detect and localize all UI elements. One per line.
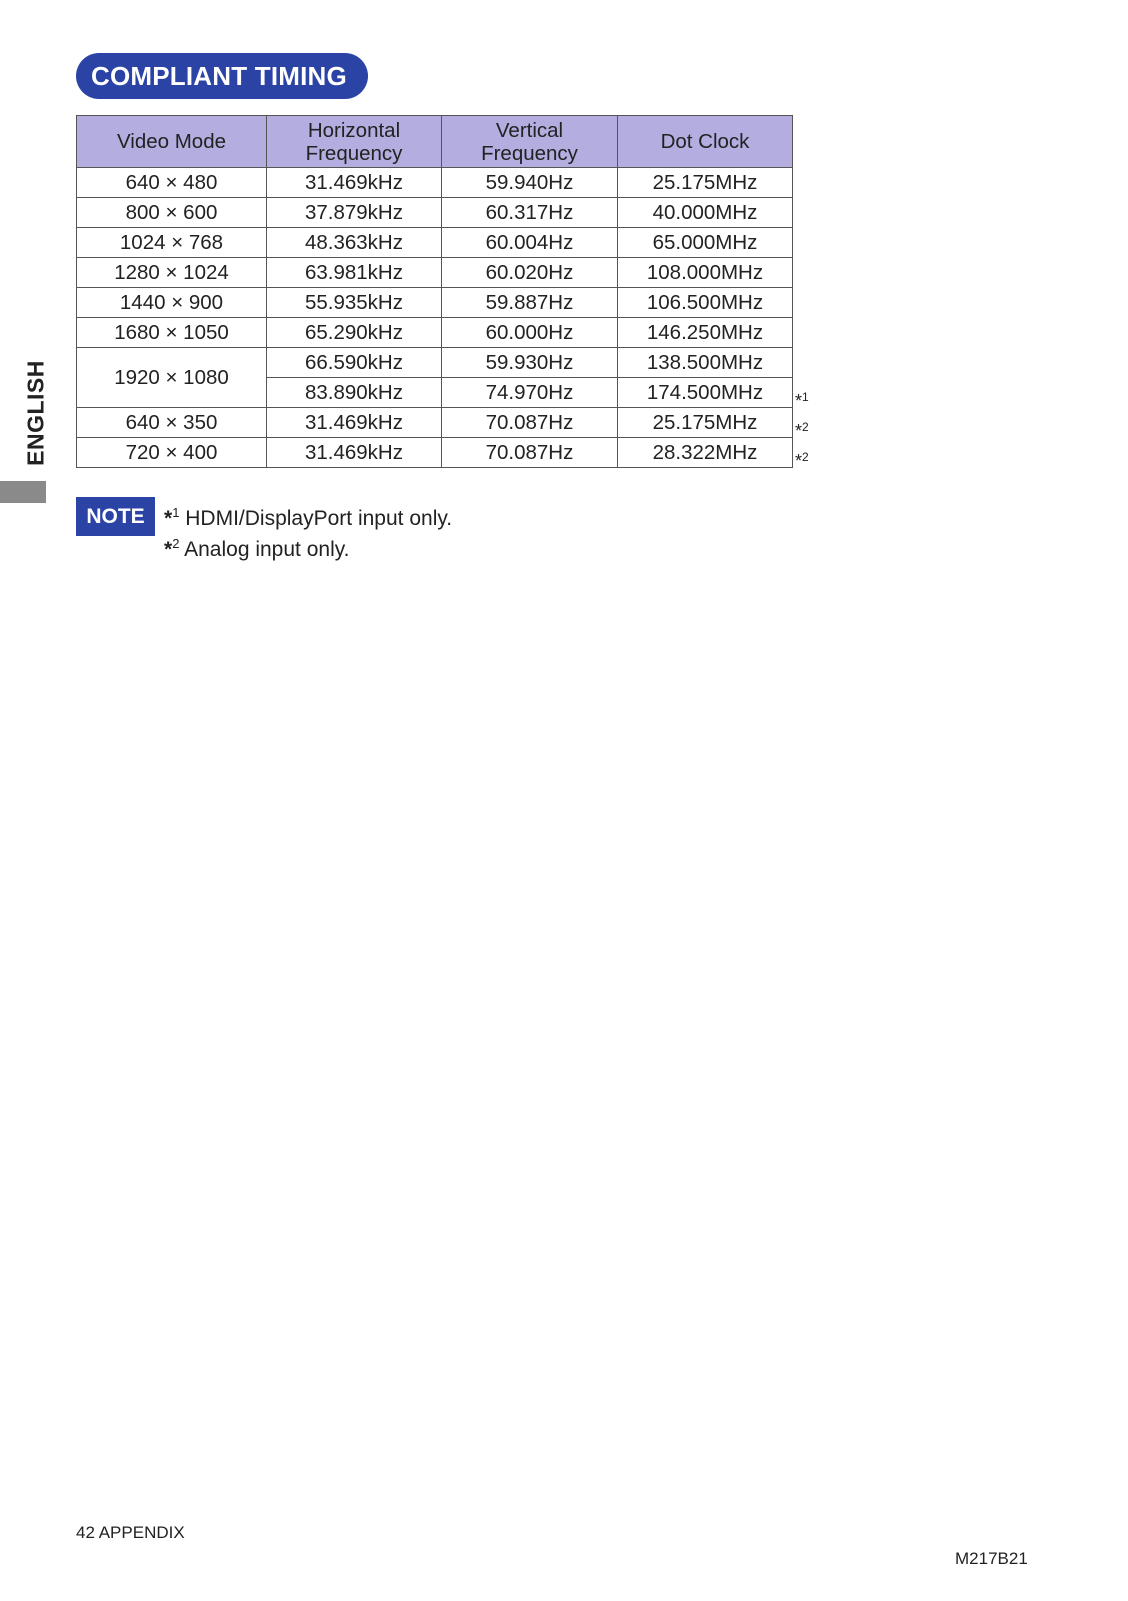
cell-video-mode: 800 × 600 [77, 198, 267, 228]
note-mark: 2 [172, 536, 180, 551]
footnote-mark: *$^2$ [795, 450, 809, 471]
header-vertical-frequency: Vertical Frequency [442, 116, 618, 168]
page-footer [76, 1523, 185, 1543]
cell-dot-clock: 106.500MHz [618, 288, 793, 318]
cell-horizontal-frequency: 37.879kHz [267, 198, 442, 228]
cell-vertical-frequency: 60.317Hz [442, 198, 618, 228]
cell-video-mode: 1280 × 1024 [77, 258, 267, 288]
cell-video-mode: 720 × 400 [77, 438, 267, 468]
table-row [77, 228, 793, 258]
header-video-mode: Video Mode [77, 116, 267, 168]
note-asterisk: * [164, 538, 173, 561]
cell-dot-clock: 65.000MHz [618, 228, 793, 258]
cell-dot-clock: 138.500MHz [618, 348, 793, 378]
footnote-mark: *$^2$ [795, 420, 809, 441]
cell-horizontal-frequency: 55.935kHz [267, 288, 442, 318]
cell-horizontal-frequency: 66.590kHz [267, 348, 442, 378]
note-badge: NOTE [76, 497, 155, 536]
table-row [77, 168, 793, 198]
page-number: 42 [76, 1523, 95, 1542]
table-row [77, 318, 793, 348]
compliant-timing-table [76, 115, 793, 468]
language-tab [23, 358, 49, 468]
cell-horizontal-frequency: 83.890kHz [267, 378, 442, 408]
note-text: HDMI/DisplayPort input only. [185, 507, 453, 530]
note-item [164, 505, 452, 531]
table-header-row [77, 116, 793, 168]
cell-video-mode: 640 × 480 [77, 168, 267, 198]
cell-video-mode: 1920 × 1080 [77, 348, 267, 408]
cell-vertical-frequency: 59.940Hz [442, 168, 618, 198]
cell-horizontal-frequency: 63.981kHz [267, 258, 442, 288]
note-text: Analog input only. [184, 538, 350, 561]
cell-vertical-frequency: 74.970Hz [442, 378, 618, 408]
note-mark: 1 [172, 505, 180, 520]
cell-horizontal-frequency: 31.469kHz [267, 408, 442, 438]
cell-vertical-frequency: 59.930Hz [442, 348, 618, 378]
cell-horizontal-frequency: 48.363kHz [267, 228, 442, 258]
section-title: COMPLIANT TIMING [76, 53, 368, 99]
cell-vertical-frequency: 59.887Hz [442, 288, 618, 318]
cell-dot-clock: 40.000MHz [618, 198, 793, 228]
table-row [77, 438, 793, 468]
cell-dot-clock: 25.175MHz [618, 408, 793, 438]
note-item [164, 536, 350, 562]
language-label: ENGLISH [22, 360, 49, 466]
table-row [77, 408, 793, 438]
footnote-mark: *$^1$ [795, 390, 809, 411]
cell-vertical-frequency: 60.004Hz [442, 228, 618, 258]
language-tab-marker [0, 481, 46, 503]
cell-vertical-frequency: 60.000Hz [442, 318, 618, 348]
model-number: M217B21 [955, 1549, 1028, 1568]
cell-horizontal-frequency: 65.290kHz [267, 318, 442, 348]
cell-video-mode: 640 × 350 [77, 408, 267, 438]
note-asterisk: * [164, 507, 173, 530]
cell-horizontal-frequency: 31.469kHz [267, 438, 442, 468]
section-name: APPENDIX [98, 1523, 185, 1542]
cell-video-mode: 1024 × 768 [77, 228, 267, 258]
cell-horizontal-frequency: 31.469kHz [267, 168, 442, 198]
table-row [77, 288, 793, 318]
cell-dot-clock: 28.322MHz [618, 438, 793, 468]
cell-video-mode: 1440 × 900 [77, 288, 267, 318]
header-horizontal-frequency: Horizontal Frequency [267, 116, 442, 168]
header-dot-clock: Dot Clock [618, 116, 793, 168]
cell-dot-clock: 25.175MHz [618, 168, 793, 198]
cell-video-mode: 1680 × 1050 [77, 318, 267, 348]
cell-dot-clock: 146.250MHz [618, 318, 793, 348]
table-row [77, 258, 793, 288]
cell-vertical-frequency: 70.087Hz [442, 408, 618, 438]
cell-vertical-frequency: 60.020Hz [442, 258, 618, 288]
cell-vertical-frequency: 70.087Hz [442, 438, 618, 468]
table-row [77, 198, 793, 228]
cell-dot-clock: 108.000MHz [618, 258, 793, 288]
cell-dot-clock: 174.500MHz [618, 378, 793, 408]
table-row [77, 348, 793, 378]
